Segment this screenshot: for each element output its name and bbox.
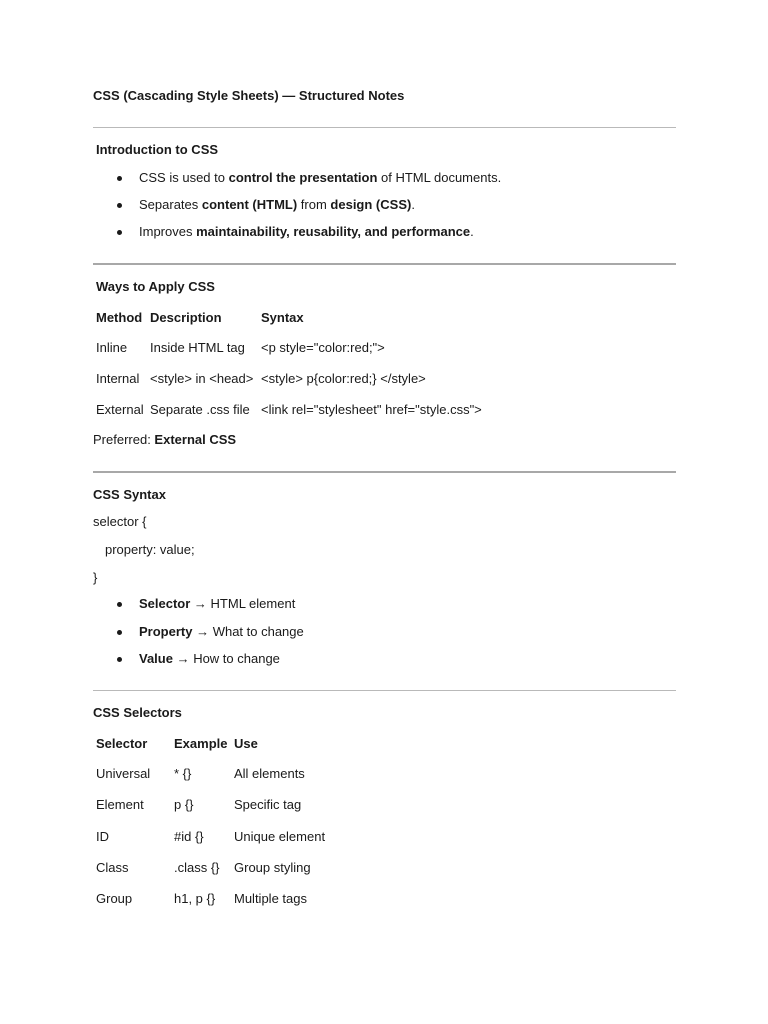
- table-cell: <style> p{color:red;} </style>: [261, 371, 426, 386]
- document-page: [93, 0, 676, 1024]
- section-heading-syntax: CSS Syntax: [93, 487, 166, 502]
- table-cell: Element: [96, 797, 144, 812]
- syntax-bullet-1: Selector → HTML element: [139, 596, 296, 611]
- code-line: selector {: [93, 514, 147, 529]
- code-line: property: value;: [105, 542, 195, 557]
- table-cell: Separate .css file: [150, 402, 250, 417]
- divider: [93, 690, 676, 691]
- table-header: Method: [96, 310, 143, 325]
- table-cell: p {}: [174, 797, 194, 812]
- divider: [93, 263, 676, 265]
- table-header: Use: [234, 736, 258, 751]
- table-cell: Unique element: [234, 829, 326, 844]
- bullet-dot: [117, 602, 122, 607]
- section-heading-ways: Ways to Apply CSS: [96, 279, 215, 294]
- table-cell: <style> in <head>: [150, 371, 254, 386]
- divider: [93, 471, 676, 473]
- divider: [93, 127, 676, 128]
- table-cell: Inline: [96, 340, 128, 355]
- table-header: Selector: [96, 736, 148, 751]
- page-title: CSS (Cascading Style Sheets) — Structured Notes: [93, 88, 405, 103]
- syntax-bullet-2: Property → What to change: [139, 624, 304, 639]
- table-cell: Universal: [96, 766, 151, 781]
- table-cell: h1, p {}: [174, 891, 216, 906]
- table-cell: Class: [96, 860, 129, 875]
- table-cell: Inside HTML tag: [150, 340, 245, 355]
- bullet-dot: [117, 657, 122, 662]
- intro-bullet-3: Improves maintainability, reusability, and performance.: [139, 224, 474, 239]
- table-cell: .class {}: [174, 860, 220, 875]
- bullet-dot: [117, 176, 122, 181]
- intro-bullet-1: CSS is used to control the presentation of HTML documents.: [139, 170, 502, 185]
- section-heading-selectors: CSS Selectors: [93, 705, 182, 720]
- table-cell: <link rel="stylesheet" href="style.css">: [261, 402, 482, 417]
- intro-bullet-2: Separates content (HTML) from design (CSS).: [139, 197, 415, 212]
- table-cell: All elements: [234, 766, 305, 781]
- table-cell: #id {}: [174, 829, 204, 844]
- section-heading-intro: Introduction to CSS: [96, 142, 219, 157]
- table-cell: * {}: [174, 766, 192, 781]
- table-header: Example: [174, 736, 228, 751]
- table-cell: Group styling: [234, 860, 311, 875]
- table-cell: Internal: [96, 371, 140, 386]
- table-cell: External: [96, 402, 144, 417]
- preferred-note: Preferred: External CSS: [93, 432, 237, 447]
- code-line: }: [93, 570, 98, 585]
- bullet-dot: [117, 630, 122, 635]
- table-header: Syntax: [261, 310, 304, 325]
- table-cell: <p style="color:red;">: [261, 340, 385, 355]
- table-header: Description: [150, 310, 222, 325]
- bullet-dot: [117, 203, 122, 208]
- table-cell: Group: [96, 891, 133, 906]
- bullet-dot: [117, 230, 122, 235]
- table-cell: Specific tag: [234, 797, 302, 812]
- table-cell: Multiple tags: [234, 891, 307, 906]
- table-cell: ID: [96, 829, 109, 844]
- syntax-bullet-3: Value → How to change: [139, 651, 280, 666]
